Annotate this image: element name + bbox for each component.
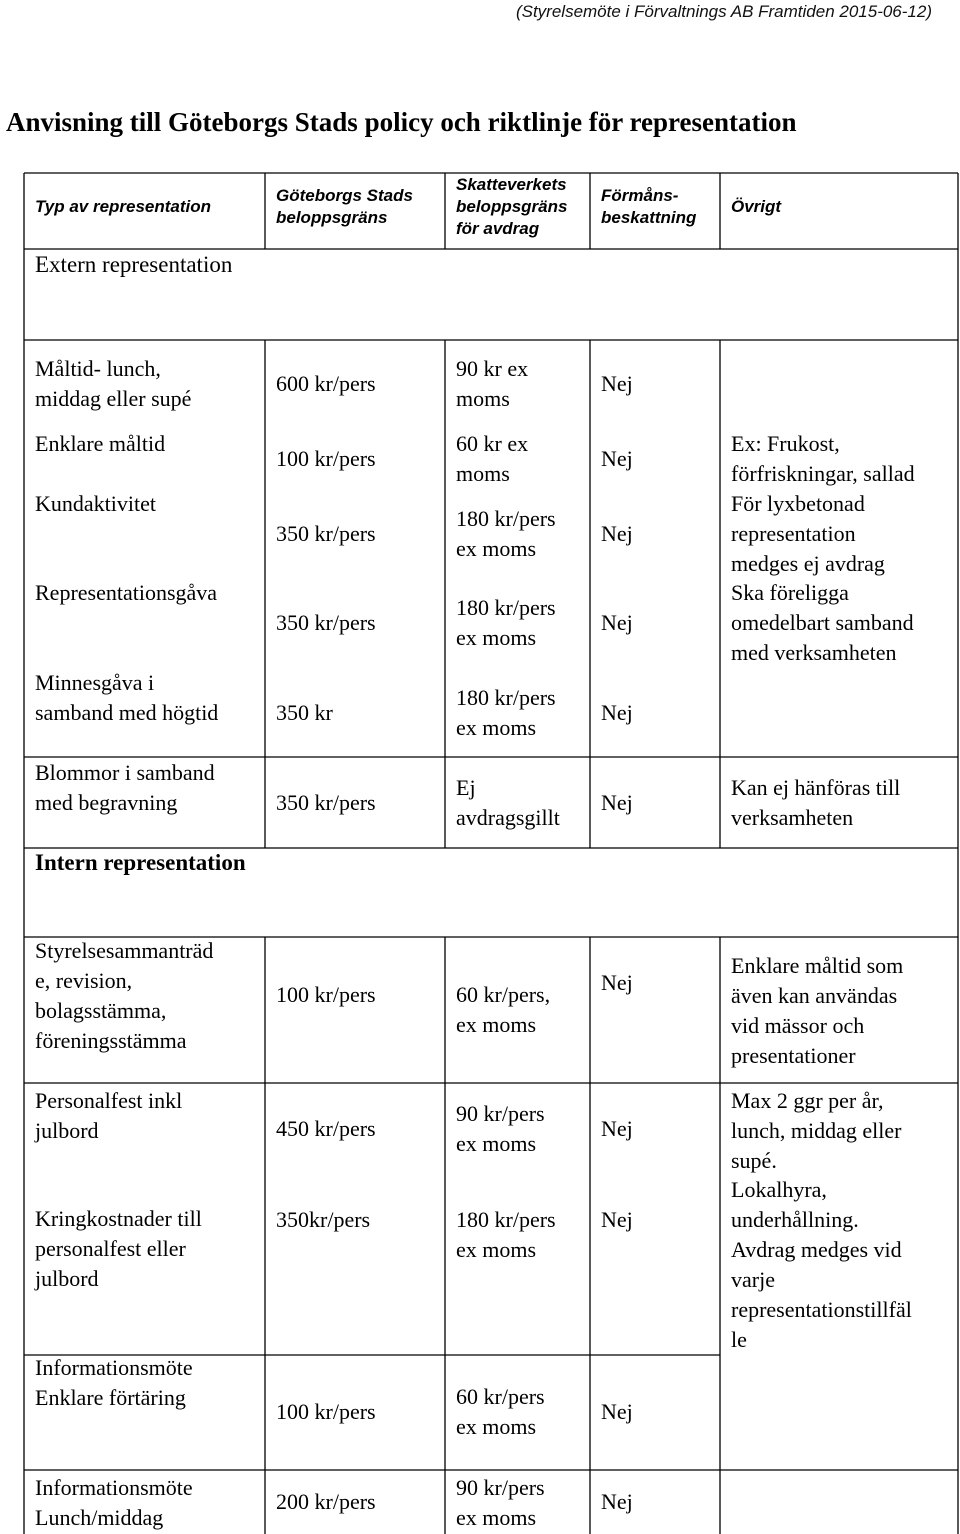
row-type-blommor: Blommor i samband med begravning — [35, 760, 215, 815]
row-type-enklare: Enklare måltid — [35, 431, 166, 456]
row-stad-gava: 350 kr/pers — [276, 610, 376, 635]
row-skatt-maltid: 90 kr ex moms — [456, 356, 529, 411]
row-skatt-personalfest: 90 kr/pers ex moms — [456, 1101, 545, 1156]
row-ovrigt-kring: Lokalhyra, underhållning. Avdrag medges vid varje representationstillfäl le — [731, 1177, 912, 1352]
row-skatt-styrelse: 60 kr/pers, ex moms — [456, 982, 551, 1037]
row-skatt-blommor: Ej avdragsgillt — [456, 775, 560, 830]
row-type-styrelse: Styrelsesammanträd e, revision, bolagsstämma, föreningsstämma — [35, 938, 214, 1053]
row-type-kund: Kundaktivitet — [35, 491, 156, 516]
row-forman-minne: Nej — [601, 700, 633, 725]
row-type-kring: Kringkostnader till personalfest eller julbord — [35, 1206, 202, 1291]
row-skatt-info2: 90 kr/pers ex moms — [456, 1475, 545, 1530]
row-ovrigt-personalfest: Max 2 ggr per år, lunch, middag eller supé. — [731, 1088, 902, 1173]
row-skatt-enklare: 60 kr ex moms — [456, 431, 529, 486]
row-forman-maltid: Nej — [601, 371, 633, 396]
row-skatt-gava: 180 kr/pers ex moms — [456, 595, 556, 650]
row-type-maltid: Måltid- lunch, middag eller supé — [35, 356, 192, 411]
row-type-info2: Informationsmöte Lunch/middag — [35, 1475, 193, 1530]
row-forman-kund: Nej — [601, 521, 633, 546]
row-stad-kring: 350kr/pers — [276, 1207, 371, 1232]
row-stad-blommor: 350 kr/pers — [276, 790, 376, 815]
row-forman-info1: Nej — [601, 1399, 633, 1424]
row-stad-personalfest: 450 kr/pers — [276, 1116, 376, 1141]
row-stad-minne: 350 kr — [276, 700, 333, 725]
row-stad-info2: 200 kr/pers — [276, 1489, 376, 1514]
row-stad-maltid: 600 kr/pers — [276, 371, 376, 396]
row-type-minne: Minnesgåva i samband med högtid — [35, 670, 219, 725]
row-stad-styrelse: 100 kr/pers — [276, 982, 376, 1007]
row-type-info1: Informationsmöte Enklare förtäring — [35, 1355, 193, 1410]
row-ovrigt-styrelse: Enklare måltid som även kan användas vid mässor och presentationer — [731, 953, 904, 1068]
row-type-personalfest: Personalfest inkl julbord — [35, 1088, 183, 1143]
column-header: Typ av representation — [35, 197, 212, 216]
row-stad-kund: 350 kr/pers — [276, 521, 376, 546]
column-header: Förmåns- beskattning — [601, 186, 697, 227]
row-forman-enklare: Nej — [601, 446, 633, 471]
row-ovrigt-enklare: Ex: Frukost, förfriskningar, sallad — [731, 431, 915, 486]
row-skatt-info1: 60 kr/pers ex moms — [456, 1384, 545, 1439]
row-type-gava: Representationsgåva — [35, 580, 218, 605]
section-internal-label: Intern representation — [35, 850, 246, 875]
column-header: Övrigt — [731, 197, 782, 216]
column-header: Skatteverkets beloppsgräns för avdrag — [456, 175, 568, 238]
row-stad-enklare: 100 kr/pers — [276, 446, 376, 471]
row-forman-styrelse: Nej — [601, 970, 633, 995]
row-skatt-kring: 180 kr/pers ex moms — [456, 1207, 556, 1262]
row-forman-personalfest: Nej — [601, 1116, 633, 1141]
column-header: Göteborgs Stads beloppsgräns — [276, 186, 413, 227]
section-external-label: Extern representation — [35, 252, 233, 277]
row-forman-gava: Nej — [601, 610, 633, 635]
row-ovrigt-kund: För lyxbetonad representation medges ej avdrag — [731, 491, 885, 576]
row-ovrigt-blommor: Kan ej hänföras till verksamheten — [731, 775, 901, 830]
row-forman-kring: Nej — [601, 1207, 633, 1232]
row-ovrigt-gava: Ska föreligga omedelbart samband med verksamheten — [731, 580, 914, 665]
row-skatt-minne: 180 kr/pers ex moms — [456, 685, 556, 740]
header-note: (Styrelsemöte i Förvaltnings AB Framtiden 2015-06-12) — [515, 2, 932, 21]
document-title: Anvisning till Göteborgs Stads policy och riktlinje för representation — [6, 107, 797, 137]
row-skatt-kund: 180 kr/pers ex moms — [456, 506, 556, 561]
row-forman-blommor: Nej — [601, 790, 633, 815]
row-forman-info2: Nej — [601, 1489, 633, 1514]
row-stad-info1: 100 kr/pers — [276, 1399, 376, 1424]
